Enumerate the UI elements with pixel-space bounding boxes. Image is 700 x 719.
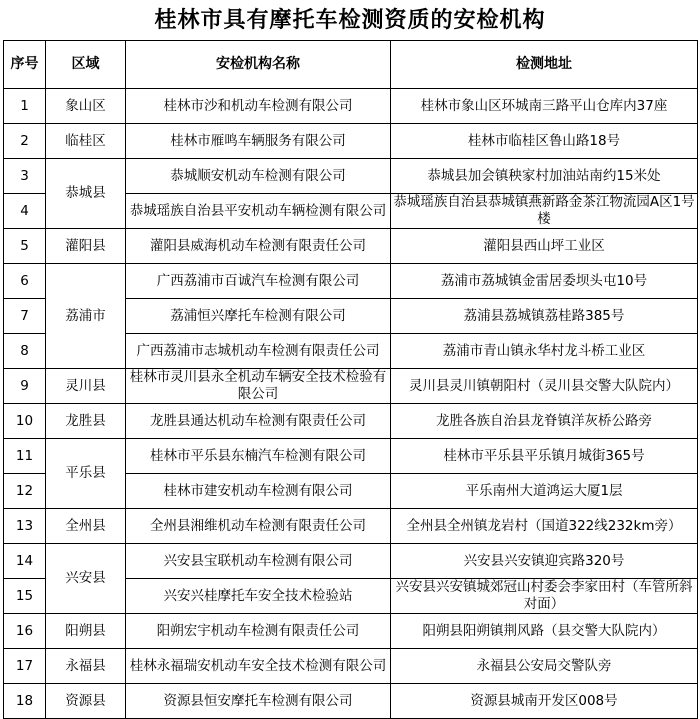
row-agency-name: 兴安县宝联机动车检测有限公司: [126, 544, 391, 579]
header-index: 序号: [4, 41, 46, 89]
row-index: 7: [4, 299, 46, 334]
row-address: 兴安县兴安镇迎宾路320号: [391, 544, 698, 579]
row-address: 荔浦县荔城镇荔桂路385号: [391, 299, 698, 334]
row-agency-name: 广西荔浦市志城机动车检测有限责任公司: [126, 334, 391, 369]
row-address: 兴安县兴安镇城郊冠山村委会李家田村（车管所斜对面）: [391, 579, 698, 614]
table-row: [4, 684, 698, 719]
row-region: 灵川县: [46, 369, 126, 404]
header-agency-name: 安检机构名称: [126, 41, 391, 89]
row-agency-name: 广西荔浦市百诚汽车检测有限公司: [126, 264, 391, 299]
table-row: [4, 89, 698, 124]
row-agency-name: 兴安兴桂摩托车安全技术检验站: [126, 579, 391, 614]
table-row: [4, 649, 698, 684]
row-index: 3: [4, 159, 46, 194]
row-region: 资源县: [46, 684, 126, 719]
row-address: 永福县公安局交警队旁: [391, 649, 698, 684]
table-row: [4, 369, 698, 404]
page-title: 桂林市具有摩托车检测资质的安检机构: [154, 7, 546, 33]
row-agency-name: 全州县湘维机动车检测有限责任公司: [126, 509, 391, 544]
row-agency-name: 桂林市雁鸣车辆服务有限公司: [126, 124, 391, 159]
row-address: 恭城瑶族自治县恭城镇燕新路金茶江物流园A区1号楼: [391, 194, 698, 229]
row-index: 12: [4, 474, 46, 509]
row-index: 9: [4, 369, 46, 404]
table-row: [4, 124, 698, 159]
row-region: 龙胜县: [46, 404, 126, 439]
row-agency-name: 荔浦恒兴摩托车检测有限公司: [126, 299, 391, 334]
row-address: 荔浦市青山镇永华村龙斗桥工业区: [391, 334, 698, 369]
row-address: 桂林市临桂区鲁山路18号: [391, 124, 698, 159]
row-index: 1: [4, 89, 46, 124]
row-agency-name: 桂林市灵川县永全机动车辆安全技术检验有限公司: [126, 369, 391, 404]
row-index: 13: [4, 509, 46, 544]
row-address: 全州县全州镇龙岩村（国道322线232km旁）: [391, 509, 698, 544]
row-agency-name: 灌阳县威海机动车检测有限责任公司: [126, 229, 391, 264]
row-agency-name: 桂林市建安机动车检测有限公司: [126, 474, 391, 509]
row-region: 灌阳县: [46, 229, 126, 264]
agency-table: [3, 40, 698, 719]
row-index: 8: [4, 334, 46, 369]
row-address: 资源县城南开发区008号: [391, 684, 698, 719]
header-address: 检测地址: [391, 41, 698, 89]
row-agency-name: 桂林永福瑞安机动车安全技术检测有限公司: [126, 649, 391, 684]
row-region: 荔浦市: [46, 264, 126, 369]
row-index: 17: [4, 649, 46, 684]
table-row: [4, 159, 698, 194]
table-row: [4, 229, 698, 264]
row-region: 全州县: [46, 509, 126, 544]
row-region: 恭城县: [46, 159, 126, 229]
row-region: 阳朔县: [46, 614, 126, 649]
row-index: 2: [4, 124, 46, 159]
row-agency-name: 桂林市平乐县东楠汽车检测有限公司: [126, 439, 391, 474]
row-agency-name: 恭城顺安机动车检测有限公司: [126, 159, 391, 194]
row-index: 5: [4, 229, 46, 264]
row-agency-name: 阳朔宏宇机动车检测有限责任公司: [126, 614, 391, 649]
row-index: 14: [4, 544, 46, 579]
row-region: 象山区: [46, 89, 126, 124]
row-agency-name: 恭城瑶族自治县平安机动车辆检测有限公司: [126, 194, 391, 229]
row-address: 灵川县灵川镇朝阳村（灵川县交警大队院内）: [391, 369, 698, 404]
row-index: 10: [4, 404, 46, 439]
row-region: 临桂区: [46, 124, 126, 159]
row-address: 荔浦市荔城镇金雷居委坝头屯10号: [391, 264, 698, 299]
row-address: 龙胜各族自治县龙脊镇洋灰桥公路旁: [391, 404, 698, 439]
row-index: 6: [4, 264, 46, 299]
row-address: 阳朔县阳朔镇荆风路（县交警大队院内）: [391, 614, 698, 649]
row-region: 兴安县: [46, 544, 126, 614]
row-index: 4: [4, 194, 46, 229]
row-agency-name: 桂林市沙和机动车检测有限公司: [126, 89, 391, 124]
header-region: 区域: [46, 41, 126, 89]
row-address: 桂林市平乐县平乐镇月城街365号: [391, 439, 698, 474]
table-row: [4, 439, 698, 474]
row-index: 11: [4, 439, 46, 474]
row-region: 永福县: [46, 649, 126, 684]
row-index: 16: [4, 614, 46, 649]
row-index: 18: [4, 684, 46, 719]
table-header-row: [4, 41, 698, 89]
row-address: 平乐南州大道鸿运大厦1层: [391, 474, 698, 509]
table-row: [4, 614, 698, 649]
row-agency-name: 资源县恒安摩托车检测有限公司: [126, 684, 391, 719]
table-row: [4, 264, 698, 299]
table-row: [4, 509, 698, 544]
row-region: 平乐县: [46, 439, 126, 509]
row-address: 恭城县加会镇秧家村加油站南约15米处: [391, 159, 698, 194]
row-address: 灌阳县西山坪工业区: [391, 229, 698, 264]
table-row: [4, 404, 698, 439]
table-row: [4, 544, 698, 579]
row-address: 桂林市象山区环城南三路平山仓库内37座: [391, 89, 698, 124]
row-index: 15: [4, 579, 46, 614]
row-agency-name: 龙胜县通达机动车检测有限责任公司: [126, 404, 391, 439]
